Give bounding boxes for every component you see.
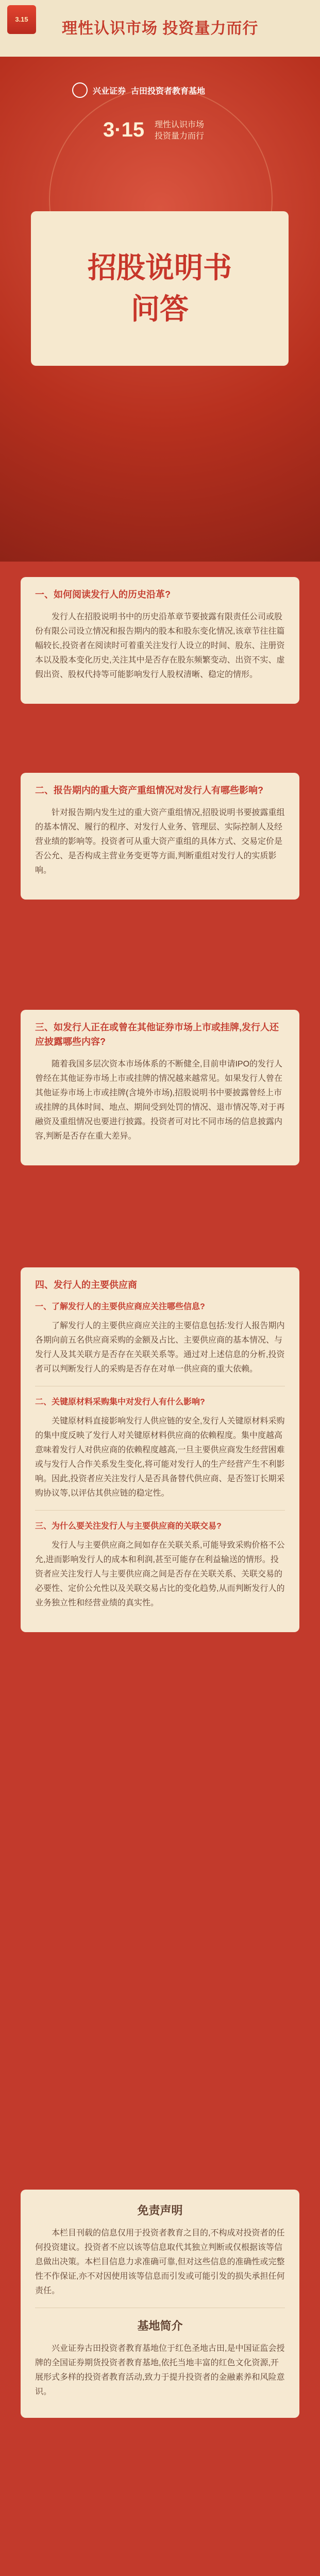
subtitle <box>155 120 204 142</box>
disclaimer-paragraph: 本栏目刊载的信息仅用于投资者教育之目的,不构成对投资者的任何投资建议。投资者不应以该等信息取代其独立判断或仅根据该等信息做出决策。本栏目信息力求准确可靠,但对这些信息的准确性或完整性不作保证,亦不对因使用该等信息而引发或可能引发的损失承担任何责任。 <box>35 2229 285 2295</box>
title-line1: 招股说明书 <box>88 251 232 284</box>
date: 3·15 <box>103 118 145 141</box>
section-4 <box>21 1267 299 1632</box>
base-title: 基地简介 <box>137 2319 183 2332</box>
section-paragraph: 发行人在招股说明书中的历史沿革章节要披露有限责任公司或股份有限公司设立情况和报告期内的股本和股东变化情况,该章节往往篇幅较长,投资者在阅读时可着重关注发行人设立的时间、股东、注册资本以及股本变化历史,关注其中是否存在股东频繁变动、出资不实、虚假出资、股权代持等可能影响发行人股权清晰、稳定的情形。 <box>35 613 285 679</box>
title-line2: 问答 <box>131 293 189 325</box>
sub-paragraph: 关键原材料直接影响发行人供应链的安全,发行人关键原材料采购的集中度反映了发行人对关键原材料供应商的依赖程度。集中度越高意味着发行人对供应商的依赖程度越高,一旦主要供应商发生经营困难或与发行人合作关系发生变化,将可能对发行人的生产经营产生不利影响。因此,投资者应关注发行人是否具备替代供应商、是否签订长期采购协议等,以评估其供应链的稳定性。 <box>35 1417 285 1498</box>
disclaimer-card <box>21 2190 299 2418</box>
section-2 <box>21 773 299 900</box>
sub-paragraph: 了解发行人的主要供应商应关注的主要信息包括:发行人报告期内各期向前五名供应商采购的金额及占比、主要供应商的基本情况、与发行人及其关联方是否存在关联关系等。通过对上述信息的分析,投资者可以判断发行人的采购是否存在对单一供应商的重大依赖。 <box>35 1321 285 1374</box>
logo-row <box>72 82 247 98</box>
disclaimer-title: 免责声明 <box>137 2204 183 2217</box>
section-1 <box>21 577 299 704</box>
base-paragraph: 兴业证券古田投资者教育基地位于红色圣地古田,是中国证监会授牌的全国证券期货投资者教育基地,依托当地丰富的红色文化资源,开展形式多样的投资者教育活动,致力于提升投资者的金融素养和风险意识。 <box>35 2344 285 2396</box>
section-paragraph: 随着我国多层次资本市场体系的不断健全,目前申请IPO的发行人曾经在其他证券市场上市或挂牌的情况越来越常见。如果发行人曾在其他证券市场上市或挂牌(含境外市场),招股说明书中要披露曾经上市或挂牌的具体时间、地点、期间受到处罚的情况、退市情况等,对于再融资及重组情况也要进行披露。投资者可对比不同市场的信息披露内容,判断是否存在重大差异。 <box>35 1060 285 1141</box>
page-title <box>31 247 289 330</box>
hero <box>0 57 320 562</box>
slogan: 理性认识市场 投资量力而行 <box>62 20 259 37</box>
section-question: 二、报告期内的重大资产重组情况对发行人有哪些影响? <box>35 785 263 795</box>
sub-question: 二、关键原材料采购集中对发行人有什么影响? <box>35 1398 205 1406</box>
base-text: 古田投资者教育基地 <box>131 87 206 96</box>
section-question: 四、发行人的主要供应商 <box>35 1280 137 1290</box>
sub-question: 一、了解发行人的主要供应商应关注哪些信息? <box>35 1302 205 1311</box>
logo-text: 兴业证券 <box>93 87 126 96</box>
sub-paragraph: 发行人与主要供应商之间如存在关联关系,可能导致采购价格不公允,进而影响发行人的成本和利润,甚至可能存在利益输送的情形。投资者应关注发行人与主要供应商之间是否存在关联关系、关联交易的必要性、定价公允性以及关联交易占比的变化趋势,从而判断发行人的业务独立性和经营业绩的真实性。 <box>35 1541 285 1607</box>
sub-question: 三、为什么要关注发行人与主要供应商的关联交易? <box>35 1522 222 1531</box>
section-question: 三、如发行人正在或曾在其他证券市场上市或挂牌,发行人还应披露哪些内容? <box>35 1022 279 1047</box>
title-board <box>31 211 289 366</box>
subtitle-line1: 理性认识市场 <box>155 121 205 129</box>
badge-315: 3.15 <box>7 5 36 34</box>
section-paragraph: 针对报告期内发生过的重大资产重组情况,招股说明书要披露重组的基本情况、履行的程序、对发行人业务、管理层、实际控制人及经营业绩的影响等。投资者可从重大资产重组的具体方式、交易定价是否公允、是否构成主营业务变更等方面,判断重组对发行人的实质影响。 <box>35 808 285 875</box>
divider <box>35 1510 285 1511</box>
brand-logo-icon <box>72 82 88 98</box>
section-3 <box>21 1010 299 1165</box>
section-question: 一、如何阅读发行人的历史沿革? <box>35 589 171 600</box>
top-banner <box>0 0 320 57</box>
subtitle-line2: 投资量力而行 <box>155 132 205 141</box>
